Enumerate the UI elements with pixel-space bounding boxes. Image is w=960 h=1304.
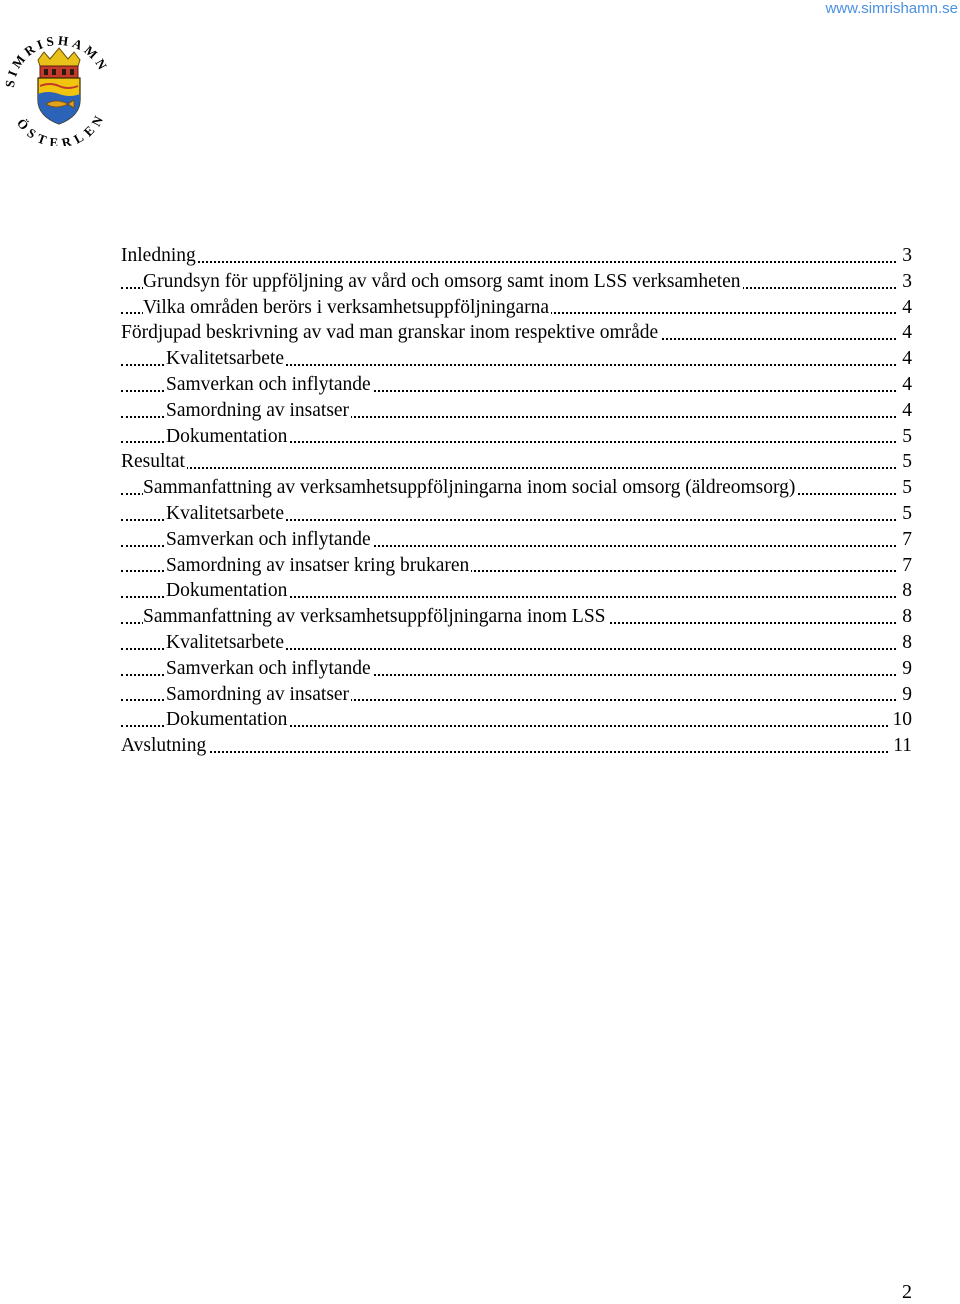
toc-entry-title: Samordning av insatser bbox=[166, 683, 350, 705]
toc-entry-title: Samverkan och inflytande bbox=[166, 528, 371, 550]
toc-entry-page: 7 bbox=[898, 553, 912, 579]
toc-entry-title: Dokumentation bbox=[166, 709, 288, 731]
toc-entry[interactable] bbox=[121, 269, 912, 295]
simrishamn-osterlen-logo bbox=[0, 28, 118, 146]
toc-entry[interactable] bbox=[121, 475, 912, 501]
page-number: 2 bbox=[902, 1281, 912, 1303]
toc-entry[interactable] bbox=[121, 682, 912, 708]
toc-entry[interactable] bbox=[121, 707, 912, 733]
toc-entry-title: Avslutning bbox=[121, 735, 207, 757]
toc-entry-page: 9 bbox=[898, 656, 912, 682]
toc-entry-page: 8 bbox=[898, 604, 912, 630]
toc-entry-page: 3 bbox=[898, 243, 912, 269]
site-url-link[interactable]: www.simrishamn.se bbox=[825, 0, 958, 17]
toc-entry-title: Sammanfattning av verksamhetsuppföljningarna inom social omsorg (äldreomsorg) bbox=[143, 477, 796, 499]
toc-entry-page: 5 bbox=[898, 424, 912, 450]
toc-entry-title: Inledning bbox=[121, 245, 196, 266]
toc-entry[interactable] bbox=[121, 346, 912, 372]
toc-entry-page: 7 bbox=[898, 527, 912, 553]
toc-entry-title: Fördjupad beskrivning av vad man granskar inom respektive område bbox=[121, 322, 659, 344]
toc-entry-title: Grundsyn för uppföljning av vård och omsorg samt inom LSS verksamheten bbox=[143, 270, 741, 292]
toc-entry[interactable] bbox=[121, 295, 912, 321]
toc-entry-title: Kvalitetsarbete bbox=[166, 502, 285, 524]
toc-entry[interactable] bbox=[121, 553, 912, 579]
toc-entry-page: 10 bbox=[889, 707, 913, 733]
toc-entry[interactable] bbox=[121, 656, 912, 682]
toc-entry-title: Vilka områden berörs i verksamhetsuppföljningarna bbox=[143, 296, 550, 318]
toc-entry[interactable] bbox=[121, 372, 912, 398]
toc-entry-page: 5 bbox=[898, 475, 912, 501]
toc-entry-title: Samverkan och inflytande bbox=[166, 657, 371, 679]
toc-entry-page: 8 bbox=[898, 630, 912, 656]
toc-entry-title: Samordning av insatser bbox=[166, 399, 350, 421]
table-of-contents bbox=[121, 243, 912, 759]
toc-entry-title: Sammanfattning av verksamhetsuppföljningarna inom LSS bbox=[143, 606, 606, 628]
toc-entry-page: 11 bbox=[889, 733, 912, 759]
toc-entry-title: Kvalitetsarbete bbox=[166, 348, 285, 370]
toc-entry-page: 4 bbox=[898, 346, 912, 372]
toc-entry[interactable] bbox=[121, 630, 912, 656]
toc-entry-title: Dokumentation bbox=[166, 425, 288, 447]
toc-entry[interactable] bbox=[121, 501, 912, 527]
toc-entry[interactable] bbox=[121, 424, 912, 450]
toc-entry-page: 4 bbox=[898, 372, 912, 398]
toc-entry-page: 5 bbox=[898, 449, 912, 475]
toc-entry[interactable] bbox=[121, 733, 912, 759]
toc-entry-page: 9 bbox=[898, 682, 912, 708]
toc-entry-page: 4 bbox=[898, 320, 912, 346]
toc-entry-page: 4 bbox=[898, 295, 912, 321]
toc-entry[interactable] bbox=[121, 527, 912, 553]
svg-text:SIMRISHAMN: SIMRISHAMN bbox=[1, 32, 112, 89]
toc-leader-dots bbox=[121, 261, 912, 263]
toc-leader-dots bbox=[121, 751, 912, 753]
toc-entry-title: Dokumentation bbox=[166, 580, 288, 602]
toc-entry-title: Kvalitetsarbete bbox=[166, 631, 285, 653]
toc-entry[interactable] bbox=[121, 243, 912, 269]
toc-entry-title: Samverkan och inflytande bbox=[166, 373, 371, 395]
svg-text:ÖSTERLEN: ÖSTERLEN bbox=[13, 109, 109, 146]
toc-entry[interactable] bbox=[121, 398, 912, 424]
toc-entry-page: 4 bbox=[898, 398, 912, 424]
municipal-seal-icon bbox=[0, 28, 118, 146]
toc-entry-title: Samordning av insatser kring brukaren bbox=[166, 554, 470, 576]
toc-entry[interactable] bbox=[121, 320, 912, 346]
toc-entry-title: Resultat bbox=[121, 451, 185, 473]
toc-entry[interactable] bbox=[121, 449, 912, 475]
toc-entry-page: 3 bbox=[898, 269, 912, 295]
toc-entry-page: 8 bbox=[898, 578, 912, 604]
toc-leader-dots bbox=[121, 467, 912, 469]
toc-entry[interactable] bbox=[121, 604, 912, 630]
toc-entry-page: 5 bbox=[898, 501, 912, 527]
toc-entry[interactable] bbox=[121, 578, 912, 604]
